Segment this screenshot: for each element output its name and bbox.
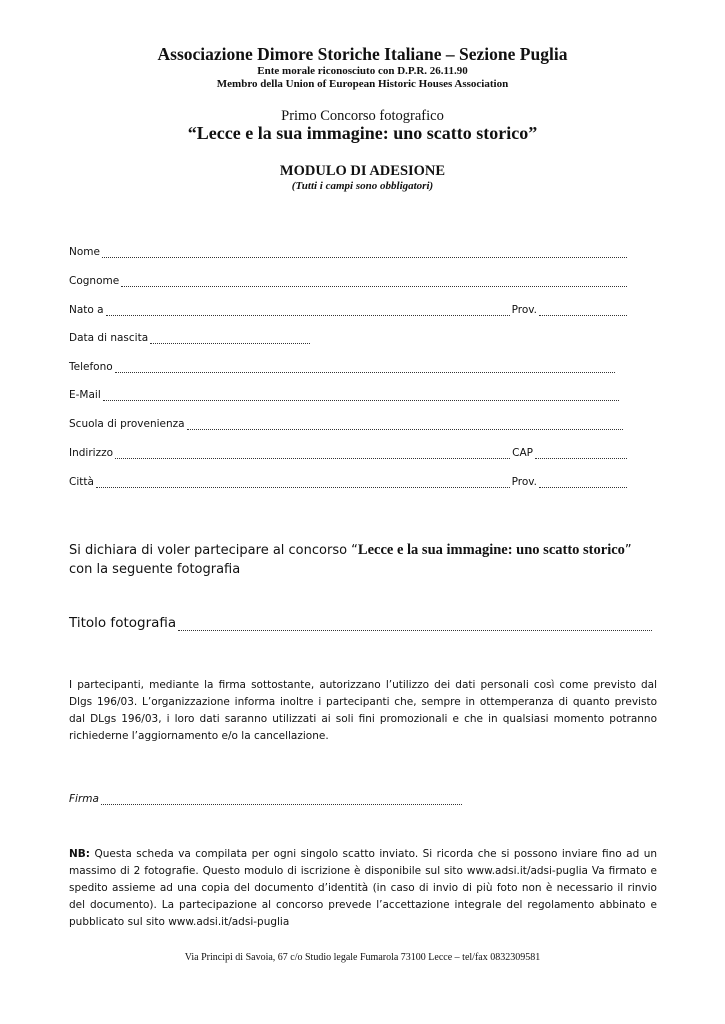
field-label-telefono: Telefono	[69, 361, 113, 373]
field-label-nome: Nome	[69, 246, 100, 258]
participation-declaration	[69, 541, 659, 579]
fill-line-cap[interactable]	[535, 447, 627, 459]
contest-title: “Lecce e la sua immagine: uno scatto storico”	[187, 123, 538, 143]
field-citta[interactable]	[69, 472, 629, 488]
field-label-indirizzo: Indirizzo	[69, 447, 114, 459]
footer-address: Via Principi di Savoia, 67 c/o Studio legale Fumarola 73100 Lecce – tel/fax 0832309581	[184, 952, 541, 963]
nb-text: Questa scheda va compilata per ogni singolo scatto inviato. Si ricorda che si possono inviare fino ad un massimo di 2 fotografie. Questo modulo di iscrizione è disponibile sul sito www.adsi.it/adsi-puglia Va firmato e spedito assieme ad una copia del documento d’identità (in caso di invio di più foto non è necessario il rinvio del documento). La partecipazione al concorso prevede l’accettazione integrale del regolamento abbinato e pubblicato sul sito www.adsi.it/adsi-puglia	[69, 848, 657, 928]
fill-line-prov-citta[interactable]	[539, 476, 627, 488]
fill-line-cognome[interactable]	[121, 275, 627, 287]
nb-note	[69, 846, 657, 931]
fill-line-citta[interactable]	[96, 476, 510, 488]
field-label-photo-title: Titolo fotografia	[69, 615, 177, 631]
organization-subtitle-legal: Ente morale riconosciuto con D.P.R. 26.11.90	[257, 65, 468, 77]
field-indirizzo[interactable]	[69, 443, 629, 459]
field-label-email: E-Mail	[69, 389, 101, 401]
field-label-data-nascita: Data di nascita	[69, 332, 149, 344]
field-label-prov: Prov.	[511, 304, 537, 316]
fill-line-email[interactable]	[103, 389, 619, 401]
fill-line-nome[interactable]	[102, 246, 627, 258]
field-cognome[interactable]	[69, 271, 629, 287]
field-label-nato-a: Nato a	[69, 304, 104, 316]
field-photo-title[interactable]	[69, 612, 654, 631]
organization-subtitle-membership: Membro della Union of European Historic Houses Association	[216, 78, 509, 90]
field-telefono[interactable]	[69, 357, 617, 373]
field-signature[interactable]	[69, 789, 464, 805]
declaration-text-after: ” con la seguente fotografia	[69, 543, 632, 577]
fill-line-indirizzo[interactable]	[115, 447, 510, 459]
field-label-cap: CAP	[512, 447, 533, 459]
form-note: (Tutti i campi sono obbligatori)	[291, 180, 434, 192]
fill-line-prov[interactable]	[539, 304, 627, 316]
field-scuola[interactable]	[69, 414, 625, 430]
fill-line-photo-title[interactable]	[178, 617, 652, 631]
field-label-scuola: Scuola di provenienza	[69, 418, 185, 430]
declaration-text-before: Si dichiara di voler partecipare al concorso “	[69, 543, 358, 558]
declaration-contest-name: Lecce e la sua immagine: uno scatto storico	[357, 542, 625, 558]
privacy-notice: I partecipanti, mediante la firma sottostante, autorizzano l’utilizzo dei dati personali così come previsto dal Dlgs 196/03. L’organizzazione informa inoltre i partecipanti che, sempre in ottemperanza di quanto previsto dal DLgs 196/03, i loro dati saranno utilizzati ai soli fini promozionali e che in qualsiasi momento potranno richiederne l’aggiornamento e/o la cancellazione.	[69, 679, 657, 742]
fill-line-data-nascita[interactable]	[150, 332, 310, 344]
contest-label: Primo Concorso fotografico	[281, 108, 444, 124]
field-label-citta: Città	[69, 476, 94, 488]
field-nato-a[interactable]	[69, 300, 629, 316]
field-label-signature: Firma	[69, 793, 99, 805]
organization-title: Associazione Dimore Storiche Italiane – Sezione Puglia	[157, 44, 568, 64]
form-heading: MODULO DI ADESIONE	[279, 163, 446, 179]
fill-line-signature[interactable]	[101, 793, 462, 805]
fill-line-nato-a[interactable]	[106, 304, 510, 316]
field-label-cognome: Cognome	[69, 275, 120, 287]
fill-line-scuola[interactable]	[187, 418, 623, 430]
field-label-prov-citta: Prov.	[511, 476, 537, 488]
fill-line-telefono[interactable]	[115, 361, 615, 373]
field-email[interactable]	[69, 385, 621, 401]
field-data-nascita[interactable]	[69, 328, 629, 344]
nb-label: NB:	[69, 848, 90, 860]
field-nome[interactable]	[69, 242, 629, 258]
